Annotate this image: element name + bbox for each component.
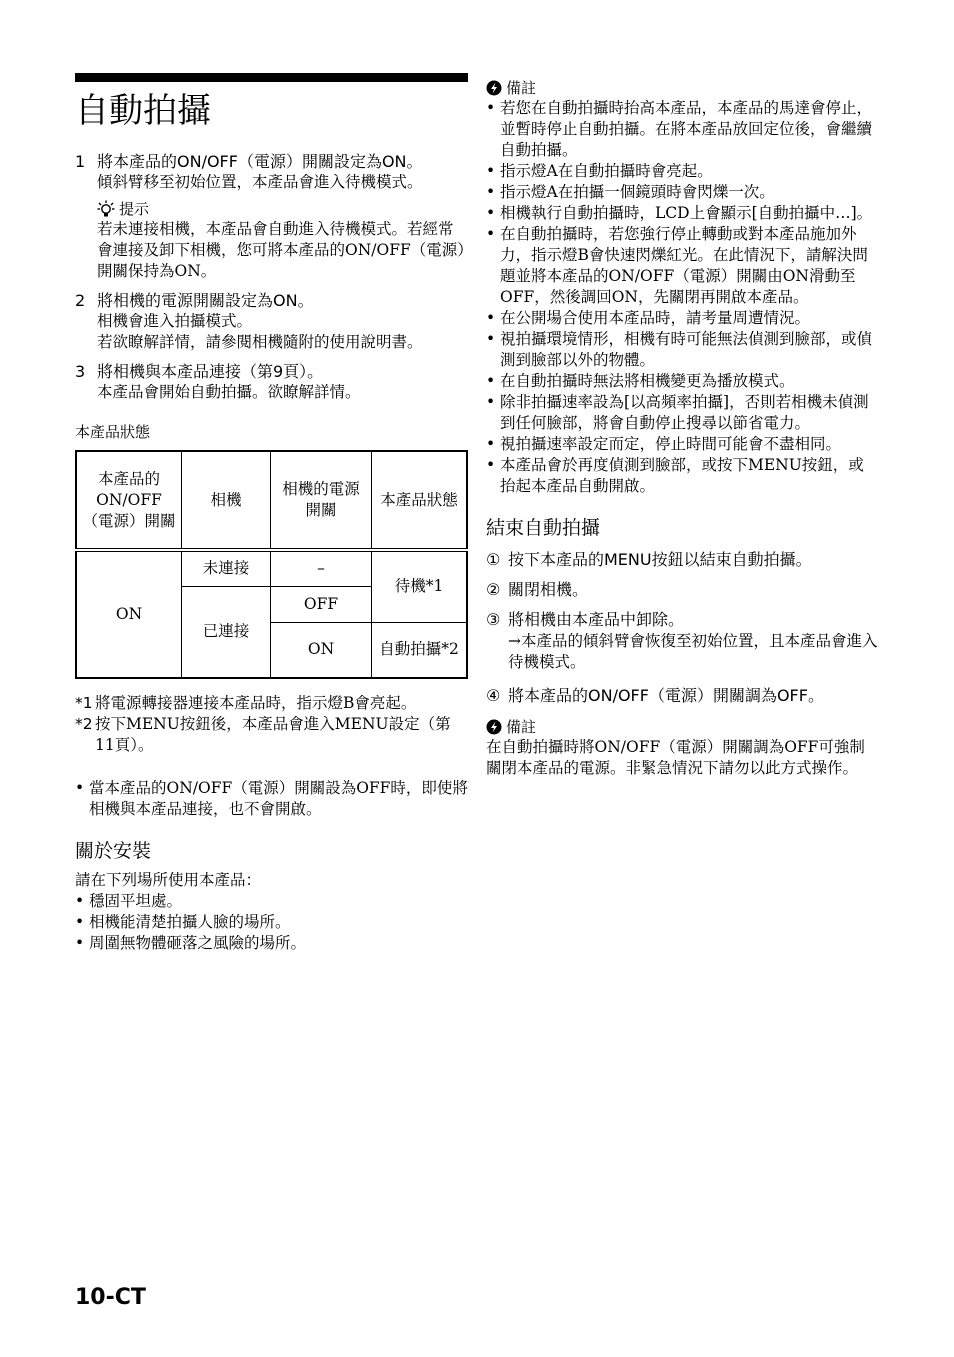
title-rule [75,73,468,82]
list-item: • 在自動拍攝時無法將相機變更為播放模式。 [486,372,795,390]
table-header-cell: 本產品的ON/OFF（電源）開關 [76,451,182,550]
table-header-cell: 相機 [182,451,271,550]
hint-label: 提示 [119,200,150,218]
notes-list [486,98,878,497]
footnote-mark: *2 [75,715,93,733]
step-heading: 關閉相機。 [508,580,589,599]
list-item: • 相機執行自動拍攝時，LCD上會顯示[自動拍攝中…]。 [486,204,873,222]
step-heading: 按下本產品的MENU按鈕以結束自動拍攝。 [508,550,812,569]
end-step-3-detail: →本產品的傾斜臂會恢復至初始位置，且本產品會進入待機模式。 [508,632,878,671]
step-2 [75,290,468,353]
status-table [75,450,468,679]
step-heading: 將相機由本產品中卸除。 [508,610,685,629]
list-item: • 本產品會於再度偵測到臉部，或按下MENU按鈕，或抬起本產品自動開啟。 [486,456,864,495]
list-item: • 當本產品的ON/OFF（電源）開關設為OFF時，即使將相機與本產品連接，也不會開啟。 [75,779,468,818]
step-number: 1 [75,152,86,171]
notes-label: 備註 [506,79,537,97]
table-cell: ON [271,622,372,678]
page-number: 10-CT [75,1285,146,1310]
install-list [75,891,468,954]
list-item: • 在公開場合使用本產品時，請考量周遭情況。 [486,309,811,327]
notes-heading [486,78,878,98]
list-item: • 視拍攝速率設定而定，停止時間可能會不盡相同。 [486,435,842,453]
list-item: • 在自動拍攝時，若您強行停止轉動或對本產品施加外力，指示燈B會快速閃爍紅光。在此情況下，請解決問題並將本產品的ON/OFF（電源）開關由ON滑動至OFF，然後調回ON，先關閉再開啟本產品。 [486,225,868,306]
step-number: ② [486,580,501,599]
footnote [75,693,468,714]
table-header-cell: 本產品狀態 [372,451,468,550]
step-number: 2 [75,291,86,310]
end-step-1 [486,549,878,571]
step-text: 傾斜臂移至初始位置，本產品會進入待機模式。 [97,173,423,191]
note-icon [486,719,502,735]
table-header-cell: 相機的電源開關 [271,451,372,550]
lightbulb-icon [97,200,115,218]
step-1 [75,151,468,282]
list-item: • 相機能清楚拍攝人臉的場所。 [75,913,291,931]
right-column [486,78,878,779]
step-number: ④ [486,686,501,705]
table-caption: 本產品狀態 [75,423,151,441]
end-note-heading [486,717,878,737]
table-row [76,550,467,586]
step-3 [75,361,468,403]
table-cell: 待機*1 [372,550,468,622]
end-note-text: 在自動拍攝時將ON/OFF（電源）開關調為OFF可強制關閉本產品的電源。非緊急情況下請勿以此方式操作。 [486,738,865,777]
footnote-text: 按下MENU按鈕後，本產品會進入MENU設定（第11頁）。 [95,715,451,754]
hint-text: 若未連接相機，本產品會自動進入待機模式。若經常會連接及卸下相機，您可將本產品的ON/OFF（電源）開關保持為ON。 [97,220,465,280]
step-number: ③ [486,610,501,629]
table-cell: 未連接 [182,550,271,586]
install-intro: 請在下列場所使用本產品： [75,871,262,889]
footnote [75,714,468,756]
end-section-heading: 結束自動拍攝 [486,517,601,539]
step-number: ① [486,550,501,569]
end-step-2 [486,579,878,601]
left-column [75,73,468,954]
end-step-4 [486,685,878,707]
step-heading: 將相機與本產品連接（第9頁）。 [97,362,324,381]
table-cell: OFF [271,586,372,622]
table-cell: – [271,550,372,586]
step-heading: 將本產品的ON/OFF（電源）開關調為OFF。 [508,686,824,705]
install-heading: 關於安裝 [75,840,152,862]
list-item: • 若您在自動拍攝時抬高本產品，本產品的馬達會停止，並暫時停止自動拍攝。在將本產品放回定位後，會繼續自動拍攝。 [486,99,873,159]
list-item: • 周圍無物體砸落之風險的場所。 [75,934,307,952]
notes-label: 備註 [506,718,537,736]
table-bullet-list [75,778,468,820]
step-text: 相機會進入拍攝模式。 [97,312,253,330]
step-text: 若欲瞭解詳情，請參閱相機隨附的使用說明書。 [97,333,423,351]
footnote-text: 將電源轉接器連接本產品時，指示燈B會亮起。 [95,694,417,712]
step-heading: 將本產品的ON/OFF（電源）開關設定為ON。 [97,152,423,171]
hint-heading [97,199,468,219]
end-step-3 [486,609,878,631]
page-title: 自動拍攝 [75,91,211,131]
step-heading: 將相機的電源開關設定為ON。 [97,291,314,310]
footnote-mark: *1 [75,694,93,712]
note-icon [486,80,502,96]
table-cell: 已連接 [182,586,271,678]
list-item: • 指示燈A在拍攝一個鏡頭時會閃爍一次。 [486,183,775,201]
step-text: 本產品會開始自動拍攝。欲瞭解詳情。 [97,383,361,401]
list-item: • 視拍攝環境情形，相機有時可能無法偵測到臉部，或偵測到臉部以外的物體。 [486,330,873,369]
list-item: • 指示燈A在自動拍攝時會亮起。 [486,162,713,180]
list-item: • 穩固平坦處。 [75,892,183,910]
table-cell: ON [76,550,182,678]
table-header-row [76,451,467,550]
step-number: 3 [75,362,86,381]
list-item: • 除非拍攝速率設為[以高頻率拍攝]，否則若相機未偵測到任何臉部，將會自動停止搜尋以節省電力。 [486,393,869,432]
table-cell: 自動拍攝*2 [372,622,468,678]
